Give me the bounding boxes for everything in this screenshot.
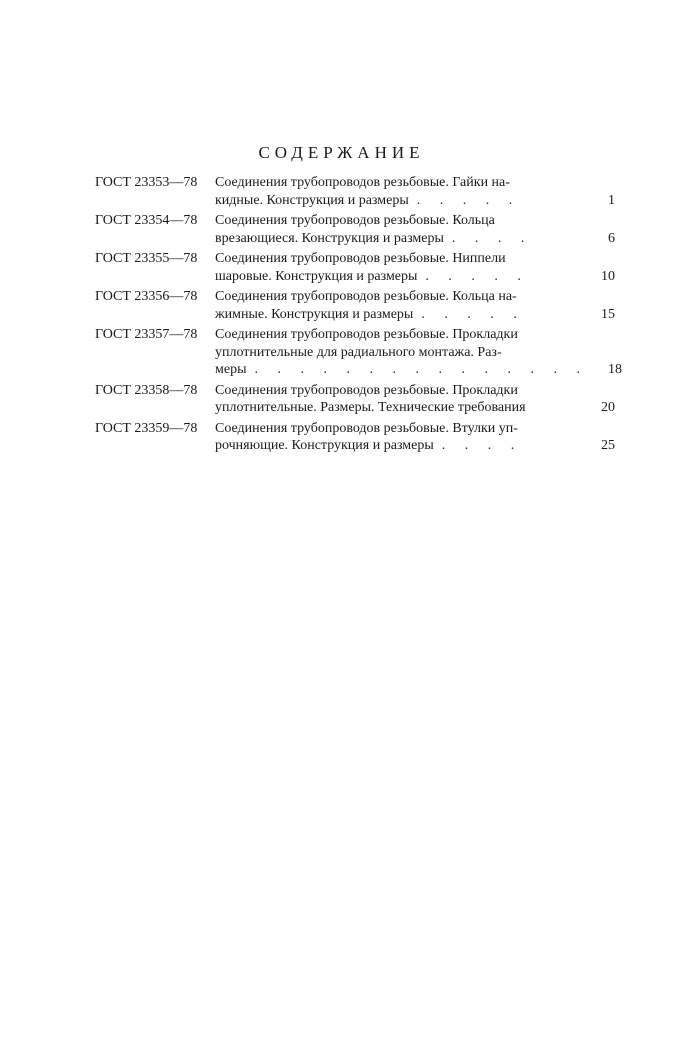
page-number: 15 [601,306,615,322]
leader-dots: . . . . . . . . . . . . . . . [254,362,588,377]
table-of-contents [95,174,622,458]
standard-code: ГОСТ 23359—78 [95,420,198,436]
leader-dots: . . . . . [421,306,525,322]
entry-title-line: меры [215,362,247,377]
toc-entry [95,250,615,285]
leader-dots: . . . . [441,438,523,453]
page-number: 1 [608,192,615,208]
entry-title-line: Соединения трубопроводов резьбовые. Прокладки [215,327,518,342]
toc-entry [95,212,615,247]
entry-title-line: уплотнительные для радиального монтажа. Раз- [215,344,502,360]
leader-dots: . . . . [451,230,533,246]
standard-code: ГОСТ 23355—78 [95,251,198,266]
entry-title-line: Соединения трубопроводов резьбовые. Ниппели [215,251,506,266]
entry-title-line: Соединения трубопроводов резьбовые. Прокладки [215,382,518,398]
standard-code: ГОСТ 23356—78 [95,289,198,304]
standard-code: ГОСТ 23358—78 [95,382,198,398]
page-number: 10 [601,268,615,284]
standard-code: ГОСТ 23357—78 [95,327,198,342]
entry-title-line: Соединения трубопроводов резьбовые. Втулки уп- [215,420,518,436]
standard-code: ГОСТ 23353—78 [95,175,198,190]
toc-entry [95,420,615,455]
standard-code: ГОСТ 23354—78 [95,213,198,228]
entry-title-line: уплотнительные. Размеры. Технические требования [215,400,526,415]
entry-title-line: рочняющие. Конструкция и размеры [215,438,434,453]
entry-title-line: врезающиеся. Конструкция и размеры [215,230,444,246]
page-number: 20 [601,400,615,415]
entry-title-line: Соединения трубопроводов резьбовые. Гайки на- [215,175,510,190]
page-title: СОДЕРЖАНИЕ [258,143,425,162]
toc-entry [95,174,615,209]
page-number: 6 [608,230,615,246]
page-number: 18 [607,362,622,377]
entry-title-line: шаровые. Конструкция и размеры [215,268,418,284]
entry-title-line: кидные. Конструкция и размеры [215,192,409,208]
leader-dots: . . . . . [425,268,529,284]
entry-title-line: Соединения трубопроводов резьбовые. Кольца на- [215,289,517,304]
page-number: 25 [601,438,615,453]
entry-title-line: жимные. Конструкция и размеры [215,306,414,322]
toc-entry [95,326,622,379]
leader-dots: . . . . . [416,192,521,208]
toc-entry [95,288,615,323]
entry-title-line: Соединения трубопроводов резьбовые. Кольца [215,213,495,228]
toc-entry [95,382,615,417]
